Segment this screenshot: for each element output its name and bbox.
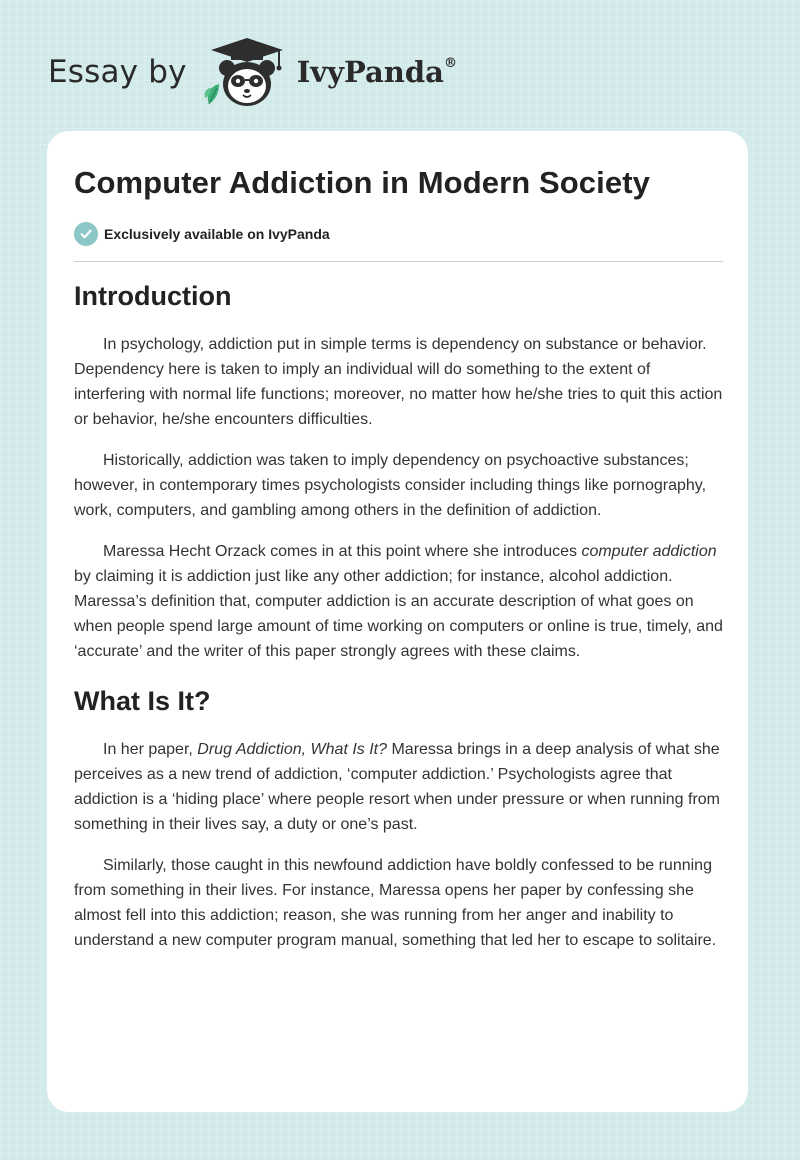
- divider: [74, 261, 723, 262]
- paragraph: In psychology, addiction put in simple terms is dependency on substance or behavior. Dependency here is taken to imply an individual will do something to the extent of interfering with normal life functions; moreover, no matter how he/she tries to quit this action or behavior, he/she encounters difficulties.: [74, 336, 723, 428]
- brand-name[interactable]: [297, 55, 457, 89]
- article-body: [74, 281, 724, 969]
- brand-text: IvyPanda: [296, 55, 444, 89]
- paragraph-text: In her paper,: [103, 741, 198, 758]
- emphasis-text: Drug Addiction, What Is It?: [197, 741, 388, 758]
- paragraph: [74, 737, 724, 837]
- article-card: [47, 131, 748, 1112]
- paragraph: Historically, addiction was taken to imply dependency on psychoactive substances; however, in contemporary times psychologists consider including things like pornography, work, computers, and gambling among others in the definition of addiction.: [74, 452, 707, 519]
- paragraph: [74, 539, 724, 664]
- paragraph-text: Maressa Hecht Orzack comes in at this point where she introduces: [103, 543, 582, 560]
- section-heading-what-is-it: What Is It?: [74, 686, 211, 716]
- badge-text: Exclusively available on IvyPanda: [104, 226, 330, 242]
- panda-graduate-icon[interactable]: [201, 34, 293, 110]
- paragraph-text: by claiming it is addiction just like any other addiction; for instance, alcohol addiction. Maressa’s definition that, computer addiction is an accurate description of what goes on when people spend large amount of time working on computers or online is true, timely, and ‘accurate’ and the writer of this paper strongly agrees with these claims.: [74, 568, 723, 660]
- section-heading-introduction: Introduction: [74, 281, 232, 311]
- emphasis-text: computer addiction: [581, 543, 717, 560]
- registered-mark: ®: [443, 56, 457, 72]
- paragraph-text: Maressa brings in a deep analysis of what she perceives as a new trend of addiction, ‘computer addiction.’ Psychologists agree that addiction is a ‘hiding place’ where people resort when under pressure or when running from something in their lives say, a duty or one’s past.: [74, 741, 720, 833]
- site-header: [48, 34, 457, 110]
- article-title: Computer Addiction in Modern Society: [74, 165, 650, 200]
- paragraph: Similarly, those caught in this newfound addiction have boldly confessed to be running from something in their lives. For instance, Maressa opens her paper by confessing she almost fell into this addiction; reason, she was running from her anger and inability to understand a new computer program manual, something that led her to escape to solitaire.: [74, 857, 717, 949]
- essay-by-label: Essay by: [48, 54, 187, 90]
- check-circle-icon: [74, 222, 98, 246]
- exclusive-badge: [74, 222, 330, 246]
